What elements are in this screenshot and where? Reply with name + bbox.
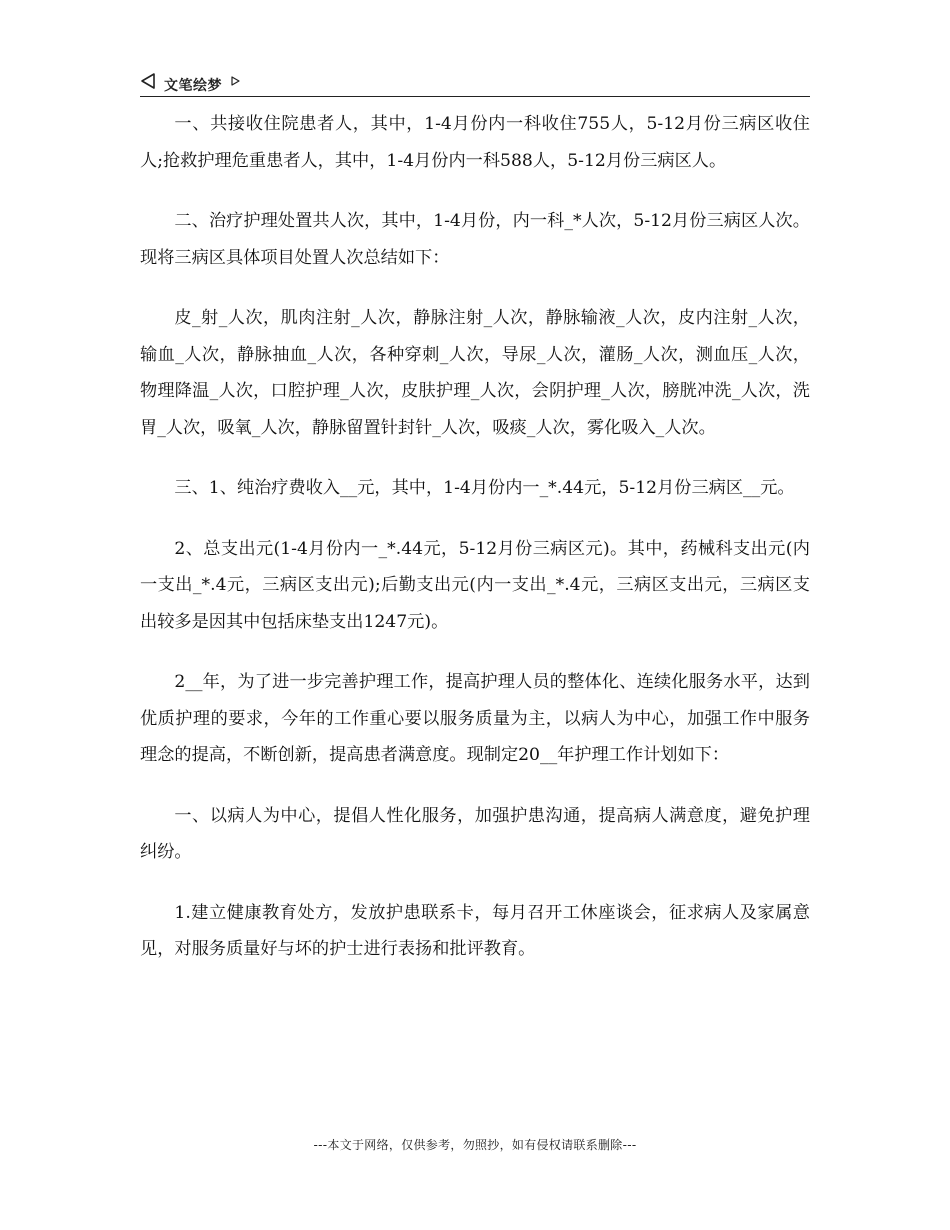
triangle-right-icon: [230, 75, 240, 87]
paragraph-income: 三、1、纯治疗费收入__元，其中，1-4月份内一_*.44元，5-12月份三病区__元。: [174, 478, 795, 498]
paragraph-plan-item-1: 一、以病人为中心，提倡人性化服务，加强护患沟通，提高病人满意度，避免护理纠纷。: [140, 805, 810, 862]
paragraph-expenses: 2、总支出元(1-4月份内一_*.44元，5-12月份三病区元)。其中，药械科支出元(内一支出_*.4元，三病区支出元);后勤支出元(内一支出_*.4元，三病区支出元，三病区支出较多是因其中包括床垫支出1247元)。: [140, 538, 810, 632]
paragraph-procedure-list: 皮_射_人次，肌肉注射_人次，静脉注射_人次，静脉输液_人次，皮内注射_人次，输血_人次，静脉抽血_人次，各种穿刺_人次，导尿_人次，灌肠_人次，测血压_人次，物理降温_人次，口腔护理_人次，皮肤护理_人次，会阴护理_人次，膀胱冲洗_人次，洗胃_人次，吸氧_人次，静脉留置针封针_人次，吸痰_人次，雾化吸入_人次。: [140, 308, 810, 438]
paragraph-treatments: 二、治疗护理处置共人次，其中，1-4月份，内一科_*人次，5-12月份三病区人次。现将三病区具体项目处置人次总结如下：: [140, 211, 810, 268]
paragraph-plan-item-1-1: 1.建立健康教育处方，发放护患联系卡，每月召开工休座谈会，征求病人及家属意见，对服务质量好与坏的护士进行表扬和批评教育。: [140, 902, 810, 959]
header-brand: 文笔绘梦: [164, 78, 222, 94]
page-header: [140, 70, 810, 97]
document-body: [140, 106, 810, 992]
paragraph-work-plan-intro: 2__年，为了进一步完善护理工作，提高护理人员的整体化、连续化服务水平，达到优质护理的要求，今年的工作重心要以服务质量为主，以病人为中心，加强工作中服务理念的提高，不断创新，提高患者满意度。现制定20__年护理工作计划如下：: [140, 672, 810, 765]
paragraph-admissions: 一、共接收住院患者人，其中，1-4月份内一科收住755人，5-12月份三病区收住人;抢救护理危重患者人，其中，1-4月份内一科588人，5-12月份三病区人。: [140, 114, 810, 171]
footer-notice: ---本文于网络，仅供参考，勿照抄，如有侵权请联系删除---: [313, 1138, 637, 1152]
triangle-left-icon: [140, 72, 156, 90]
